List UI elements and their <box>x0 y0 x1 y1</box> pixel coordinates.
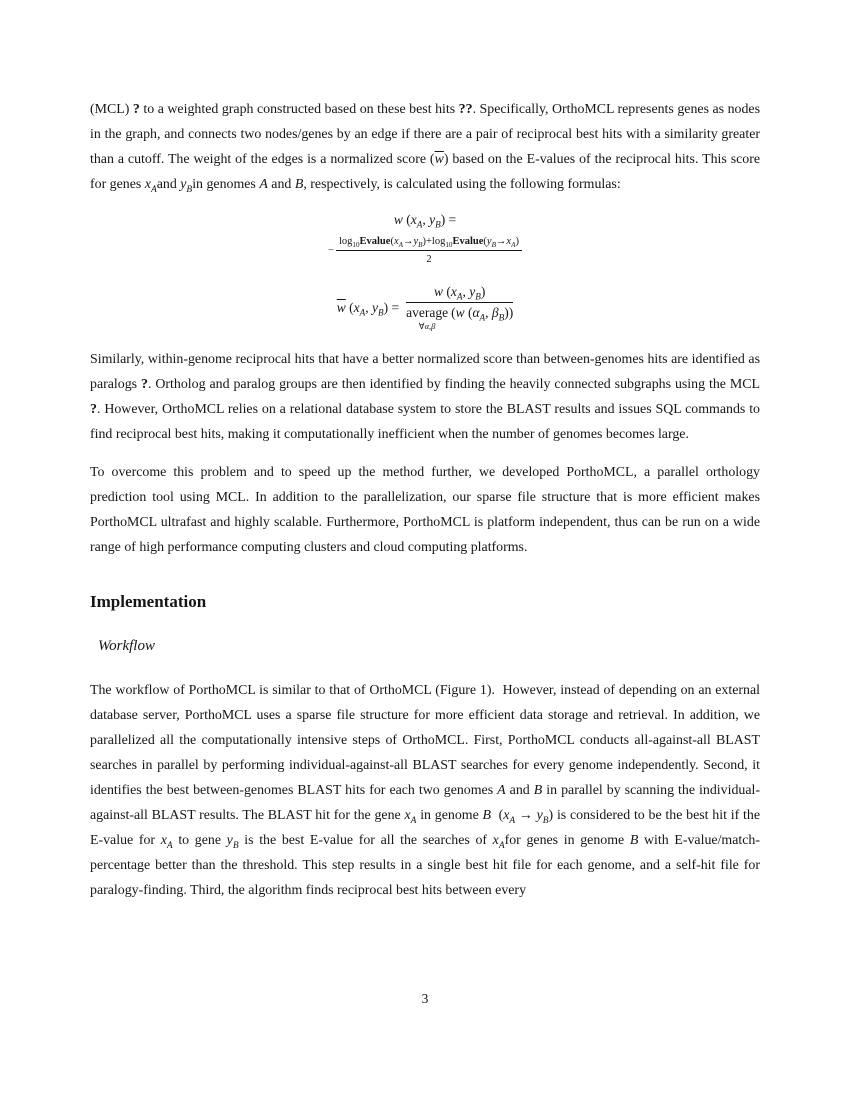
equation-1-rhs <box>90 235 760 266</box>
subsection-heading-workflow: Workflow <box>98 638 155 654</box>
page-content <box>90 97 760 903</box>
equation-1-lhs: w ($x_A$, $y_B$) = <box>393 212 457 230</box>
fraction <box>336 235 522 266</box>
fraction-denominator <box>406 303 513 331</box>
denominator-expression: (w ($\alpha_A$, $\beta_B$)) <box>451 305 514 323</box>
minus-sign: − <box>328 245 334 256</box>
equation-2-lhs: $\overline{w}$ ($x_A$, $y_B$) = <box>336 299 400 318</box>
paragraph-workflow-description: The workflow of PorthoMCL is similar to that of OrthoMCL (Figure 1). However, instead of depending on an external database server, PorthoMCL uses a sparse file structure for more efficient data storage and retrieval. In addition, we parallelized all the computationally intensive steps of OrthoMCL. First, PorthoMCL conducts all-against-all BLAST searches in parallel by performing individual-against-all BLAST searches for every genome independently. Second, it identifies the best between-genomes BLAST hits for each two genomes A and B in parallel by scanning the individual-against-all BLAST results. The BLAST hit for the gene $x_A$ in genome B $(x_A \to y_B)$ is considered to be the best hit if the E-value for $x_A$ to gene $y_B$ is the best E-value for all the searches of $x_Afor$ genes in genome B with E-value/match-percentage better than the threshold. This step results in a single best hit file for each genome, and a self-hit file for paralogy-finding. Third, the algorithm finds reciprocal best hits between every <box>90 683 760 898</box>
paragraph-paralogs-mcl: Similarly, within-genome reciprocal hits that have a better normalized score than between-genomes hits are identified as paralogs ?. Ortholog and paralog groups are then identified by finding the heavily connected subgraphs using the MCL ?. However, OrthoMCL relies on a relational database system to store the BLAST results and issues SQL commands to find reciprocal best hits, making it computationally inefficient when the number of genomes becomes large. <box>90 352 760 442</box>
equation-normalized-score <box>90 284 760 331</box>
fraction-numerator: w ($x_A$, $y_B$) <box>406 284 513 303</box>
average-word: average <box>406 305 449 320</box>
paragraph-intro-orthomcl: (MCL) ? to a weighted graph constructed based on these best hits ??. Specifically, OrthoMCL represents genes as nodes in the graph, and connects two nodes/genes by an edge if there are a pair of reciprocal best hits with a similarity greater than a cutoff. The weight of the edges is a normalized score $(\overline{w})$ based on the E-values of the reciprocal hits. This score for genes $x_Aand$ $y_Bin$ genomes A and B, respectively, is calculated using the following formulas: <box>90 102 761 195</box>
forall-alpha-beta-subscript: ∀α,β <box>418 321 436 331</box>
paragraph-porthomcl-overview: To overcome this problem and to speed up the method further, we developed PorthoMCL, a parallel orthology prediction tool using MCL. In addition to the parallelization, our sparse file structure that is more efficient makes PorthoMCL ultrafast and highly scalable. Furthermore, PorthoMCL is platform independent, thus can be run on a wide range of high performance computing clusters and cloud computing platforms. <box>90 465 760 555</box>
fraction-denominator: 2 <box>426 254 432 265</box>
fraction <box>406 284 513 331</box>
section-heading-implementation: Implementation <box>90 592 207 611</box>
equation-weight-score <box>90 210 760 266</box>
page-number: 3 <box>421 991 429 1006</box>
average-underset <box>406 305 448 331</box>
fraction-numerator: $\log_{10}Evalue(x_A\to y_B)+\log_{10}Evalue(y_B\to x_A)$ <box>336 235 522 251</box>
